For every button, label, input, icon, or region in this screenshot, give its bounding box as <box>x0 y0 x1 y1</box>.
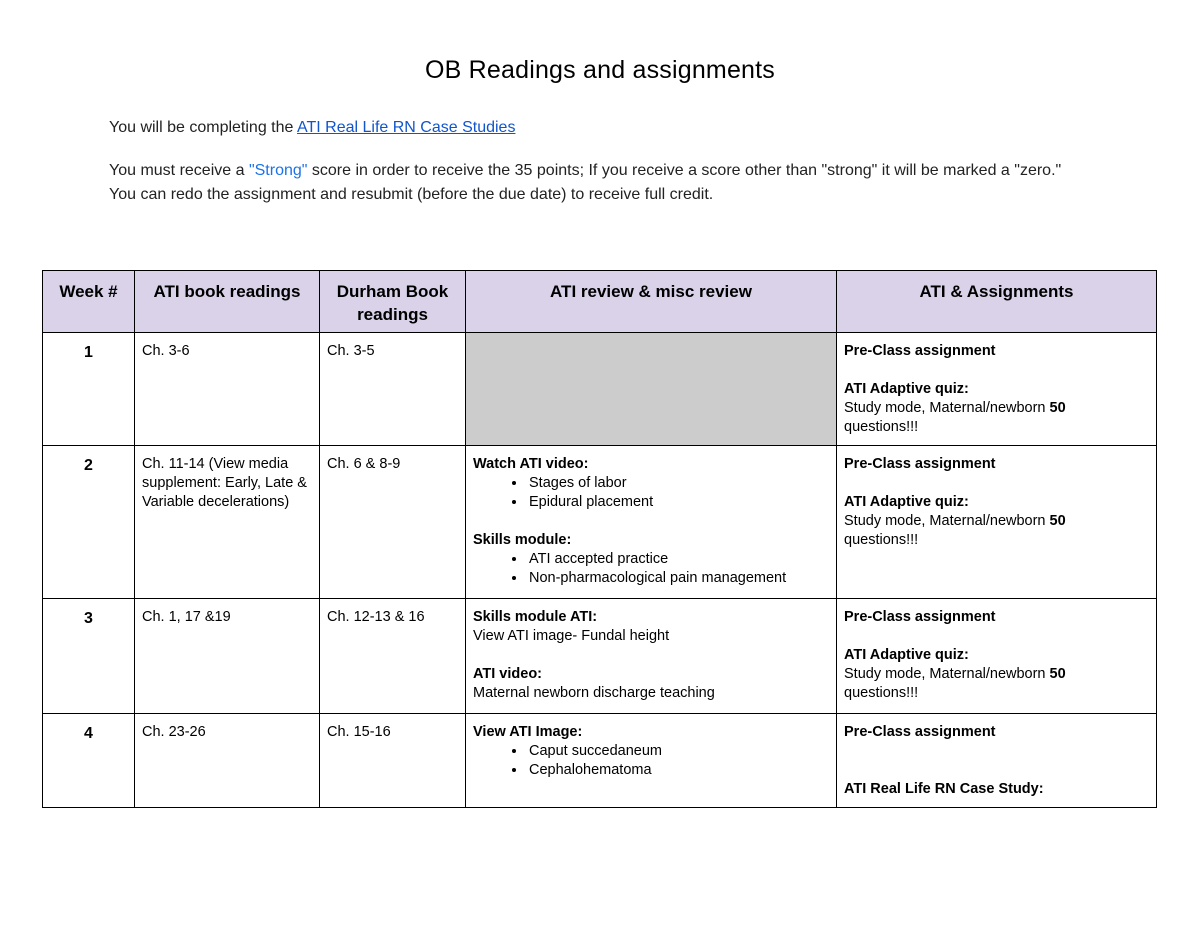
quiz-description <box>844 399 1149 418</box>
week-number: 1 <box>43 333 135 446</box>
intro-line-2 <box>109 159 1069 207</box>
table-row <box>43 446 1157 599</box>
intro-line-1 <box>109 116 1069 140</box>
quiz-heading: ATI Adaptive quiz: <box>844 381 969 397</box>
week-number: 3 <box>43 599 135 714</box>
durham-cell: Ch. 12-13 & 16 <box>320 599 466 714</box>
assignment-cell <box>837 333 1157 446</box>
pre-class-label: Pre-Class assignment <box>844 456 996 472</box>
review-list <box>473 742 829 780</box>
pre-class-label: Pre-Class assignment <box>844 343 996 359</box>
week-number: 2 <box>43 446 135 599</box>
review-list <box>473 550 829 588</box>
case-studies-link[interactable]: ATI Real Life RN Case Studies <box>296 119 516 136</box>
schedule-table <box>42 270 1157 808</box>
intro-line-2-text: You must receive a <box>109 162 249 179</box>
quiz-end: questions!!! <box>844 532 919 548</box>
header-assignments: ATI & Assignments <box>837 271 1157 333</box>
quiz-count: 50 <box>1049 513 1066 529</box>
list-item: • Cephalohematoma <box>527 761 829 780</box>
quiz-text: Study mode, Maternal/newborn <box>844 400 1050 416</box>
table-row <box>43 599 1157 714</box>
quiz-text: Study mode, Maternal/newborn <box>844 513 1050 529</box>
assignment-cell <box>837 599 1157 714</box>
ati-book-cell: Ch. 3-6 <box>135 333 320 446</box>
strong-score-text: "Strong" <box>248 162 308 179</box>
header-week: Week # <box>43 271 135 333</box>
review-heading: Skills module ATI: <box>473 609 598 625</box>
durham-cell: Ch. 3-5 <box>320 333 466 446</box>
assignment-cell <box>837 714 1157 808</box>
review-text: Maternal newborn discharge teaching <box>473 685 715 701</box>
quiz-description <box>844 512 1149 531</box>
quiz-count: 50 <box>1049 400 1066 416</box>
intro-line-1-text: You will be completing the <box>109 119 297 136</box>
review-heading: Watch ATI video: <box>473 456 589 472</box>
quiz-heading: ATI Adaptive quiz: <box>844 494 969 510</box>
review-heading: Skills module: <box>473 532 572 548</box>
week-number: 4 <box>43 714 135 808</box>
ati-book-cell: Ch. 1, 17 &19 <box>135 599 320 714</box>
list-item: • Stages of labor <box>527 474 829 493</box>
table-row <box>43 333 1157 446</box>
header-durham-book: Durham Book readings <box>320 271 466 333</box>
list-item: • Epidural placement <box>527 493 829 512</box>
header-ati-review: ATI review & misc review <box>466 271 837 333</box>
quiz-end: questions!!! <box>844 685 919 701</box>
page-title: OB Readings and assignments <box>424 56 776 84</box>
review-text: View ATI image- Fundal height <box>473 628 670 644</box>
table-row <box>43 714 1157 808</box>
quiz-text: Study mode, Maternal/newborn <box>844 666 1050 682</box>
review-cell <box>466 446 837 599</box>
review-cell <box>466 714 837 808</box>
quiz-heading: ATI Adaptive quiz: <box>844 647 969 663</box>
list-item: • Non-pharmacological pain management <box>527 569 829 588</box>
review-cell <box>466 599 837 714</box>
quiz-count: 50 <box>1049 666 1066 682</box>
table-header-row <box>43 271 1157 333</box>
intro-line-2-rest: score in order to receive the 35 points; If you receive a score other than "strong" it will be marked a "zero." You can redo the assignment and resubmit (before the due date) to receive full credit. <box>109 162 1062 203</box>
list-item: • ATI accepted practice <box>527 550 829 569</box>
header-ati-book: ATI book readings <box>135 271 320 333</box>
durham-cell: Ch. 6 & 8-9 <box>320 446 466 599</box>
ati-book-cell: Ch. 23-26 <box>135 714 320 808</box>
quiz-description <box>844 665 1149 684</box>
review-list <box>473 474 829 512</box>
case-study-label: ATI Real Life RN Case Study: <box>844 781 1044 797</box>
review-heading: ATI video: <box>473 666 543 682</box>
review-cell-empty <box>466 333 837 446</box>
pre-class-label: Pre-Class assignment <box>844 609 996 625</box>
pre-class-label: Pre-Class assignment <box>844 724 996 740</box>
assignment-cell <box>837 446 1157 599</box>
ati-book-cell: Ch. 11-14 (View media supplement: Early, Late & Variable decelerations) <box>135 446 320 599</box>
list-item: • Caput succedaneum <box>527 742 829 761</box>
review-heading: View ATI Image: <box>473 724 583 740</box>
quiz-end: questions!!! <box>844 419 919 435</box>
durham-cell: Ch. 15-16 <box>320 714 466 808</box>
